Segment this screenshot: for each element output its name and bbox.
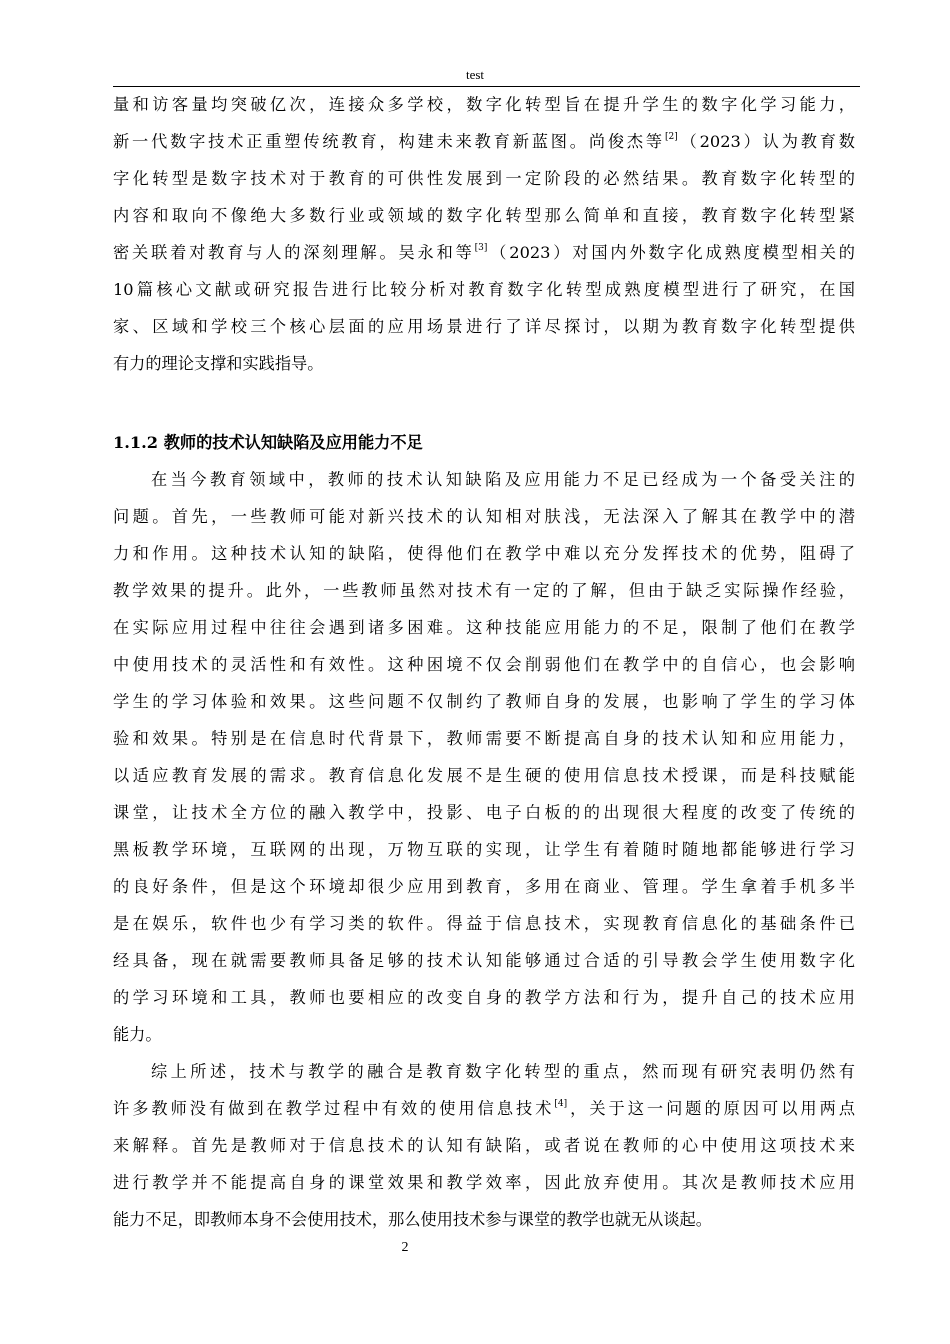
text-line: 问题。首先，一些教师可能对新兴技术的认知相对肤浅，无法深入了解其在教学中的潜 [113,507,855,526]
text-line: 学生的学习体验和效果。这些问题不仅制约了教师自身的发展，也影响了学生的学习体 [113,692,855,711]
citation-ref: [4] [554,1099,568,1109]
text-segment: 新一代数字技术正重塑传统教育，构建未来教育新蓝图。尚俊杰等 [113,132,665,151]
text-line: 课堂，让技术全方位的融入教学中，投影、电子白板的的出现很大程度的改变了传统的 [113,803,855,822]
text-line: 来解释。首先是教师对于信息技术的认知有缺陷，或者说在教师的心中使用这项技术来 [113,1136,855,1155]
text-line: 在当今教育领域中，教师的技术认知缺陷及应用能力不足已经成为一个备受关注的 [151,470,855,489]
text-line: 家、区域和学校三个核心层面的应用场景进行了详尽探讨，以期为教育数字化转型提供 [113,317,855,336]
text-segment: 密关联着对教育与人的深刻理解。吴永和等 [113,243,475,262]
text-line: 能力。 [113,1025,162,1044]
text-line: 力和作用。这种技术认知的缺陷，使得他们在教学中难以充分发挥技术的优势，阻碍了 [113,544,855,563]
text-segment: ，关于这一问题的原因可以用两点 [567,1099,856,1118]
text-line [113,234,855,271]
text-line [113,1090,855,1127]
citation-ref: [3] [474,243,488,253]
text-line: 中使用技术的灵活性和有效性。这种困境不仅会削弱他们在教学中的自信心，也会影响 [113,655,855,674]
text-line [113,123,855,160]
text-line: 在实际应用过程中往往会遇到诸多困难。这种技能应用能力的不足，限制了他们在教学 [113,618,855,637]
text-segment: （2023）对国内外数字化成熟度模型相关的 [487,243,855,262]
text-line: 是在娱乐，软件也少有学习类的软件。得益于信息技术，实现教育信息化的基础条件已 [113,914,855,933]
page-number: 2 [401,1240,409,1255]
text-line: 能力不足，即教师本身不会使用技术，那么使用技术参与课堂的教学也就无从谈起。 [113,1210,712,1229]
text-line: 的学习环境和工具，教师也要相应的改变自身的教学方法和行为，提升自己的技术应用 [113,988,855,1007]
text-line: 的良好条件，但是这个环境却很少应用到教育，多用在商业、管理。学生拿着手机多半 [113,877,855,896]
text-line: 进行教学并不能提高自身的课堂效果和教学效率，因此放弃使用。其次是教师技术应用 [113,1173,855,1192]
text-line: 字化转型是数字技术对于教育的可供性发展到一定阶段的必然结果。教育数字化转型的 [113,169,855,188]
text-line: 以适应教育发展的需求。教育信息化发展不是生硬的使用信息技术授课，而是科技赋能 [113,766,855,785]
text-line: 黑板教学环境，互联网的出现，万物互联的实现，让学生有着随时随地都能够进行学习 [113,840,855,859]
text-line: 经具备，现在就需要教师具备足够的技术认知能够通过合适的引导教会学生使用数字化 [113,951,855,970]
page-header: test [465,67,485,82]
text-line: 量和访客量均突破亿次，连接众多学校，数字化转型旨在提升学生的数字化学习能力， [113,95,855,114]
text-line: 教学效果的提升。此外，一些教师虽然对技术有一定的了解，但由于缺乏实际操作经验， [113,581,855,600]
text-line: 综上所述，技术与教学的融合是教育数字化转型的重点，然而现有研究表明仍然有 [151,1062,855,1081]
text-line: 有力的理论支撑和实践指导。 [113,354,324,373]
text-line: 内容和取向不像绝大多数行业或领域的数字化转型那么简单和直接，教育数字化转型紧 [113,206,855,225]
section-heading: 1.1.2 教师的技术认知缺陷及应用能力不足 [113,433,423,452]
citation-ref: [2] [664,132,678,142]
text-line: 验和效果。特别是在信息时代背景下，教师需要不断提高自身的技术认知和应用能力， [113,729,855,748]
text-line: 10篇核心文献或研究报告进行比较分析对教育数字化转型成熟度模型进行了研究，在国 [113,280,855,299]
text-segment: 许多教师没有做到在教学过程中有效的使用信息技术 [113,1099,555,1118]
text-segment: （2023）认为教育数 [677,132,855,151]
